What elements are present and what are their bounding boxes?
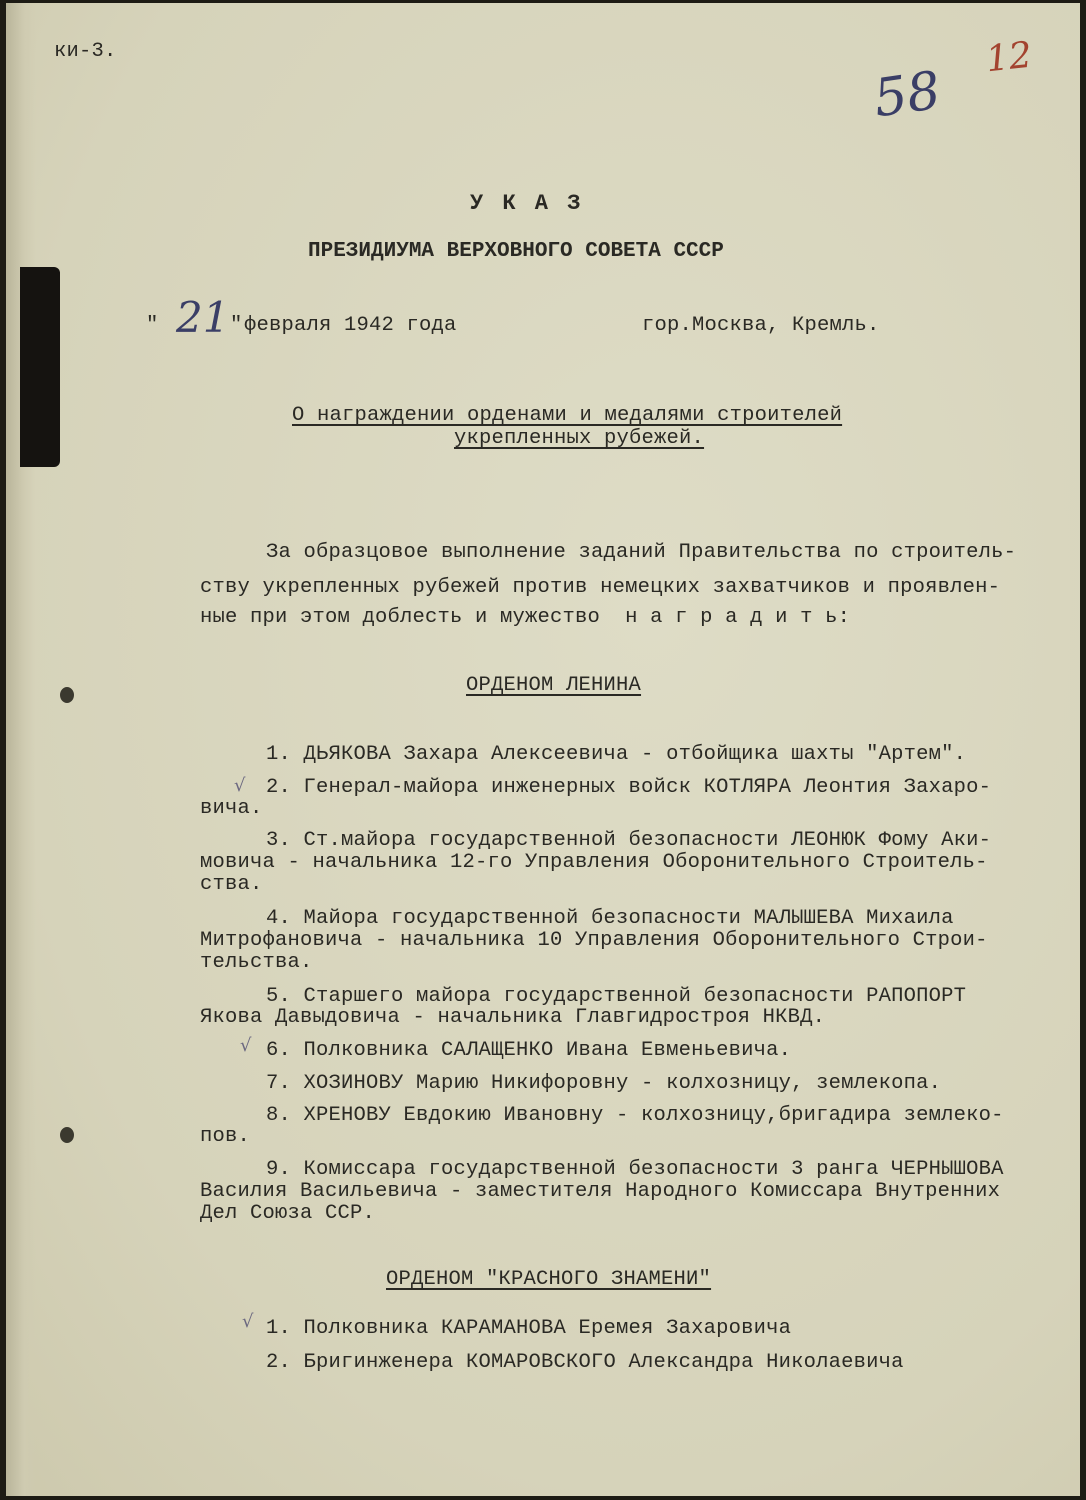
corner-code: ки-3. (54, 40, 117, 63)
date-text: февраля 1942 года (244, 314, 457, 337)
subject-line-1: О награждении орденами и медалями строителей (292, 404, 843, 427)
date-quote-open: " (146, 314, 159, 337)
list-item-continuation: Митрофановича - начальника 10 Управления Оборонительного Строи- (200, 929, 988, 952)
pencil-folio-number: 58 (870, 60, 945, 130)
list-item: 4. Майора государственной безопасности МАЛЫШЕВА Михаила (266, 907, 954, 930)
handwritten-day: 21 (176, 293, 230, 342)
list-item-continuation: Дел Союза ССР. (200, 1202, 376, 1225)
margin-check-mark: √ (240, 1035, 252, 1056)
binder-clip (20, 267, 60, 467)
margin-check-mark: √ (234, 775, 246, 796)
section-heading-red-banner: ОРДЕНОМ "КРАСНОГО ЗНАМЕНИ" (386, 1268, 712, 1291)
document-title: У К А З (470, 191, 584, 216)
margin-check-mark: √ (242, 1311, 254, 1332)
list-item-continuation: Василия Васильевича - заместителя Народного Комиссара Внутренних (200, 1180, 1001, 1203)
page-binding-edge (6, 3, 36, 1496)
list-item: 2. Генерал-майора инженерных войск КОТЛЯРА Леонтия Захаро- (266, 776, 992, 799)
red-folio-number: 12 (983, 34, 1034, 81)
list-item: 2. Бригинженера КОМАРОВСКОГО Александра Николаевича (266, 1351, 904, 1374)
intro-line-2: ству укрепленных рубежей против немецких захватчиков и проявлен- (200, 576, 1001, 599)
list-item: 6. Полковника САЛАЩЕНКО Ивана Евменьевича. (266, 1039, 792, 1062)
intro-line-1: За образцовое выполнение заданий Правительства по строитель- (266, 541, 1017, 564)
list-item: 7. ХОЗИНОВУ Марию Никифоровну - колхозницу, землекопа. (266, 1072, 942, 1095)
list-item-continuation: пов. (200, 1125, 251, 1148)
list-item-continuation: мовича - начальника 12-го Управления Оборонительного Строитель- (200, 851, 988, 874)
intro-line-3: ные при этом доблесть и мужество н а г р а д и т ь: (200, 606, 851, 629)
date-quote-close: " (230, 314, 243, 337)
list-item: 8. ХРЕНОВУ Евдокию Ивановну - колхозницу,бригадира землеко- (266, 1104, 1004, 1127)
list-item: 9. Комиссара государственной безопасности 3 ранга ЧЕРНЫШОВА (266, 1158, 1004, 1181)
list-item-continuation: ства. (200, 873, 263, 896)
list-item-continuation: вича. (200, 797, 263, 820)
list-item-continuation: Якова Давыдовича - начальника Главгидростроя НКВД. (200, 1006, 826, 1029)
place-text: гор.Москва, Кремль. (642, 314, 880, 337)
punch-hole (60, 687, 74, 703)
document-subtitle: ПРЕЗИДИУМА ВЕРХОВНОГО СОВЕТА СССР (308, 240, 724, 263)
punch-hole (60, 1127, 74, 1143)
list-item-continuation: тельства. (200, 951, 313, 974)
list-item: 1. Полковника КАРАМАНОВА Еремея Захаровича (266, 1317, 792, 1340)
subject-line-2: укрепленных рубежей. (454, 427, 705, 450)
document-page (6, 3, 1080, 1496)
list-item: 1. ДЬЯКОВА Захара Алексеевича - отбойщика шахты "Артем". (266, 743, 967, 766)
section-heading-lenin: ОРДЕНОМ ЛЕНИНА (466, 674, 642, 697)
list-item: 5. Старшего майора государственной безопасности РАПОПОРТ (266, 985, 967, 1008)
list-item: 3. Ст.майора государственной безопасности ЛЕОНЮК Фому Аки- (266, 829, 992, 852)
